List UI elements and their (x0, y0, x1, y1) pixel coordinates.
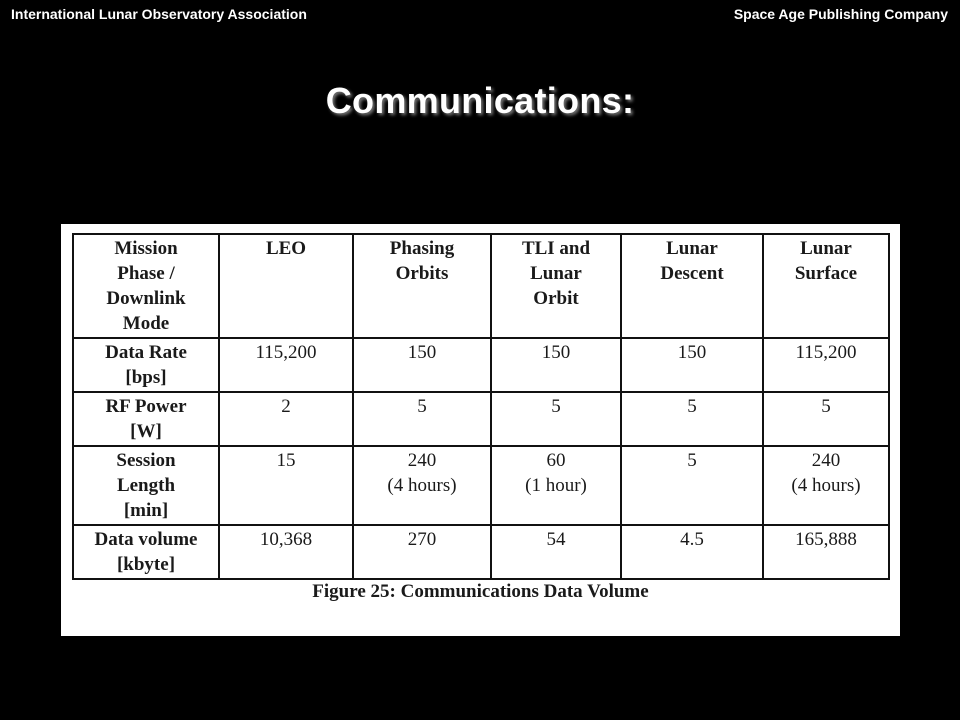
cell-text: 15 (276, 450, 296, 471)
cell-session-leo (219, 446, 353, 525)
cell-data-rate-descent (621, 338, 763, 392)
header-text: Downlink (106, 288, 186, 309)
header-publisher: Space Age Publishing Company (733, 6, 948, 22)
cell-session-phasing (353, 446, 491, 525)
header-text: Mode (122, 313, 170, 334)
row-label-text: Length (116, 475, 176, 496)
table-header-row (73, 234, 889, 338)
cell-text: 115,200 (795, 342, 857, 363)
row-label-data-volume (73, 525, 219, 579)
cell-text: 165,888 (795, 529, 857, 550)
table-row-rf-power (73, 392, 889, 446)
cell-data-rate-phasing (353, 338, 491, 392)
cell-text: 54 (546, 529, 566, 550)
slide-title: Communications: (325, 80, 635, 121)
header-text: Orbits (395, 263, 449, 284)
figure-caption: Figure 25: Communications Data Volume (312, 581, 649, 602)
cell-rf-power-tli (491, 392, 621, 446)
header-phasing-orbits (353, 234, 491, 338)
header-text: Phasing (389, 238, 455, 259)
header-text: Mission (114, 238, 178, 259)
cell-data-rate-surface (763, 338, 889, 392)
header-text: Lunar (530, 263, 582, 284)
cell-volume-surface (763, 525, 889, 579)
cell-text: 5 (687, 450, 697, 471)
cell-session-surface (763, 446, 889, 525)
cell-session-descent (621, 446, 763, 525)
row-label-text: Session (116, 450, 176, 471)
header-text: Surface (794, 263, 858, 284)
header-text: Phase / (117, 263, 175, 284)
cell-text: 5 (551, 396, 561, 417)
header-lunar-descent (621, 234, 763, 338)
cell-text: 60 (546, 450, 566, 471)
cell-volume-tli (491, 525, 621, 579)
header-text: Descent (660, 263, 724, 284)
cell-subtext: (1 hour) (525, 475, 587, 496)
table-row-data-volume (73, 525, 889, 579)
table-row-session-length (73, 446, 889, 525)
cell-text: 5 (821, 396, 831, 417)
cell-volume-descent (621, 525, 763, 579)
cell-subtext: (4 hours) (387, 475, 457, 496)
header-text: Lunar (800, 238, 852, 259)
row-label-text: Data Rate (105, 342, 187, 363)
row-label-text: [kbyte] (116, 554, 176, 575)
header-text: TLI and (521, 238, 591, 259)
cell-text: 240 (407, 450, 437, 471)
row-label-data-rate (73, 338, 219, 392)
communications-table (72, 233, 890, 580)
header-tli-lunar-orbit (491, 234, 621, 338)
cell-text: 5 (417, 396, 427, 417)
header-text: Orbit (533, 288, 579, 309)
row-label-session-length (73, 446, 219, 525)
cell-rf-power-descent (621, 392, 763, 446)
cell-subtext: (4 hours) (791, 475, 861, 496)
cell-text: 270 (407, 529, 437, 550)
cell-rf-power-surface (763, 392, 889, 446)
header-mission-phase (73, 234, 219, 338)
cell-text: 4.5 (680, 529, 704, 550)
cell-text: 5 (687, 396, 697, 417)
row-label-text: [min] (123, 500, 169, 521)
figure-panel (61, 224, 900, 636)
cell-text: 150 (407, 342, 437, 363)
header-text: LEO (265, 238, 307, 259)
header-organization: International Lunar Observatory Association (11, 6, 307, 22)
row-label-text: RF Power (105, 396, 187, 417)
cell-text: 240 (811, 450, 841, 471)
row-label-text: [bps] (125, 367, 167, 388)
header-text: Lunar (666, 238, 718, 259)
cell-text: 150 (677, 342, 707, 363)
cell-data-rate-tli (491, 338, 621, 392)
row-label-text: [W] (130, 421, 162, 442)
cell-volume-phasing (353, 525, 491, 579)
cell-text: 2 (281, 396, 291, 417)
cell-data-rate-leo (219, 338, 353, 392)
table-row-data-rate (73, 338, 889, 392)
row-label-text: Data volume (94, 529, 198, 550)
cell-text: 115,200 (255, 342, 317, 363)
cell-rf-power-phasing (353, 392, 491, 446)
cell-rf-power-leo (219, 392, 353, 446)
cell-volume-leo (219, 525, 353, 579)
header-lunar-surface (763, 234, 889, 338)
header-leo (219, 234, 353, 338)
row-label-rf-power (73, 392, 219, 446)
cell-session-tli (491, 446, 621, 525)
cell-text: 10,368 (259, 529, 313, 550)
cell-text: 150 (541, 342, 571, 363)
